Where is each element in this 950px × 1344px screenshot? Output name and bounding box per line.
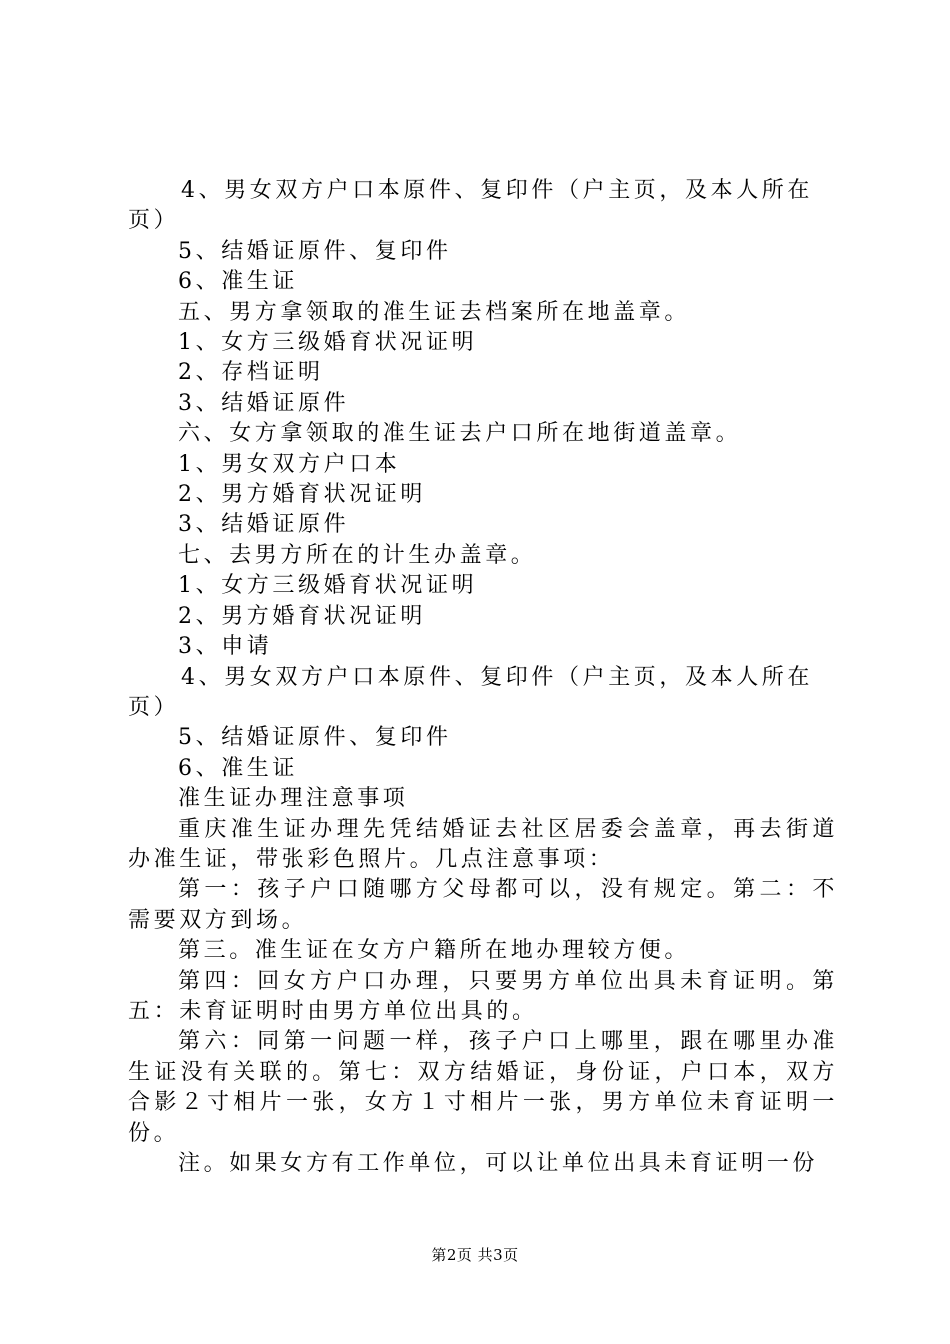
list-item: 1、女方三级婚育状况证明 [178, 573, 478, 599]
section-heading: 准生证办理注意事项 [178, 786, 409, 812]
list-item: 4、男女双方户口本原件、复印件（户主页，及本人所在 [181, 664, 813, 690]
list-item: 3、结婚证原件 [178, 390, 350, 416]
list-item: 2、男方婚育状况证明 [178, 482, 426, 508]
paragraph: 注。如果女方有工作单位，可以让单位出具未育证明一份 [178, 1151, 819, 1176]
list-item-continuation: 页） [128, 208, 180, 234]
list-item-continuation: 页） [128, 694, 180, 720]
list-item: 4、男女双方户口本原件、复印件（户主页，及本人所在 [181, 178, 813, 203]
paragraph: 第四：回女方户口办理，只要男方单位出具未育证明。第五：未育证明时由男方单位出具的。 [128, 968, 838, 1024]
list-item: 5、结婚证原件、复印件 [178, 238, 452, 264]
paragraph: 第三。准生证在女方户籍所在地办理较方便。 [178, 938, 691, 964]
section-heading: 七、去男方所在的计生办盖章。 [178, 542, 537, 568]
document-body [128, 176, 838, 1179]
paragraph: 第一：孩子户口随哪方父母都可以，没有规定。第二：不需要双方到场。 [128, 877, 838, 933]
list-item: 1、男女双方户口本 [178, 451, 401, 477]
list-item: 6、准生证 [178, 755, 298, 781]
list-item: 2、存档证明 [178, 360, 324, 386]
list-item: 3、申请 [178, 634, 273, 660]
list-item: 1、女方三级婚育状况证明 [178, 330, 478, 356]
paragraph: 重庆准生证办理先凭结婚证去社区居委会盖章，再去街道办准生证，带张彩色照片。几点注意事项： [128, 816, 838, 872]
paragraph: 第六：同第一问题一样，孩子户口上哪里，跟在哪里办准生证没有关联的。第七：双方结婚证，身份证，户口本，双方合影２寸相片一张，女方１寸相片一张，男方单位未育证明一份。 [128, 1029, 838, 1146]
list-item: 5、结婚证原件、复印件 [178, 725, 452, 751]
section-heading: 六、女方拿领取的准生证去户口所在地街道盖章。 [178, 421, 742, 447]
list-item: 3、结婚证原件 [178, 512, 350, 538]
page-footer: 第2页 共3页 [431, 1246, 519, 1264]
section-heading: 五、男方拿领取的准生证去档案所在地盖章。 [178, 299, 691, 325]
list-item: 2、男方婚育状况证明 [178, 603, 426, 629]
list-item: 6、准生证 [178, 269, 298, 295]
